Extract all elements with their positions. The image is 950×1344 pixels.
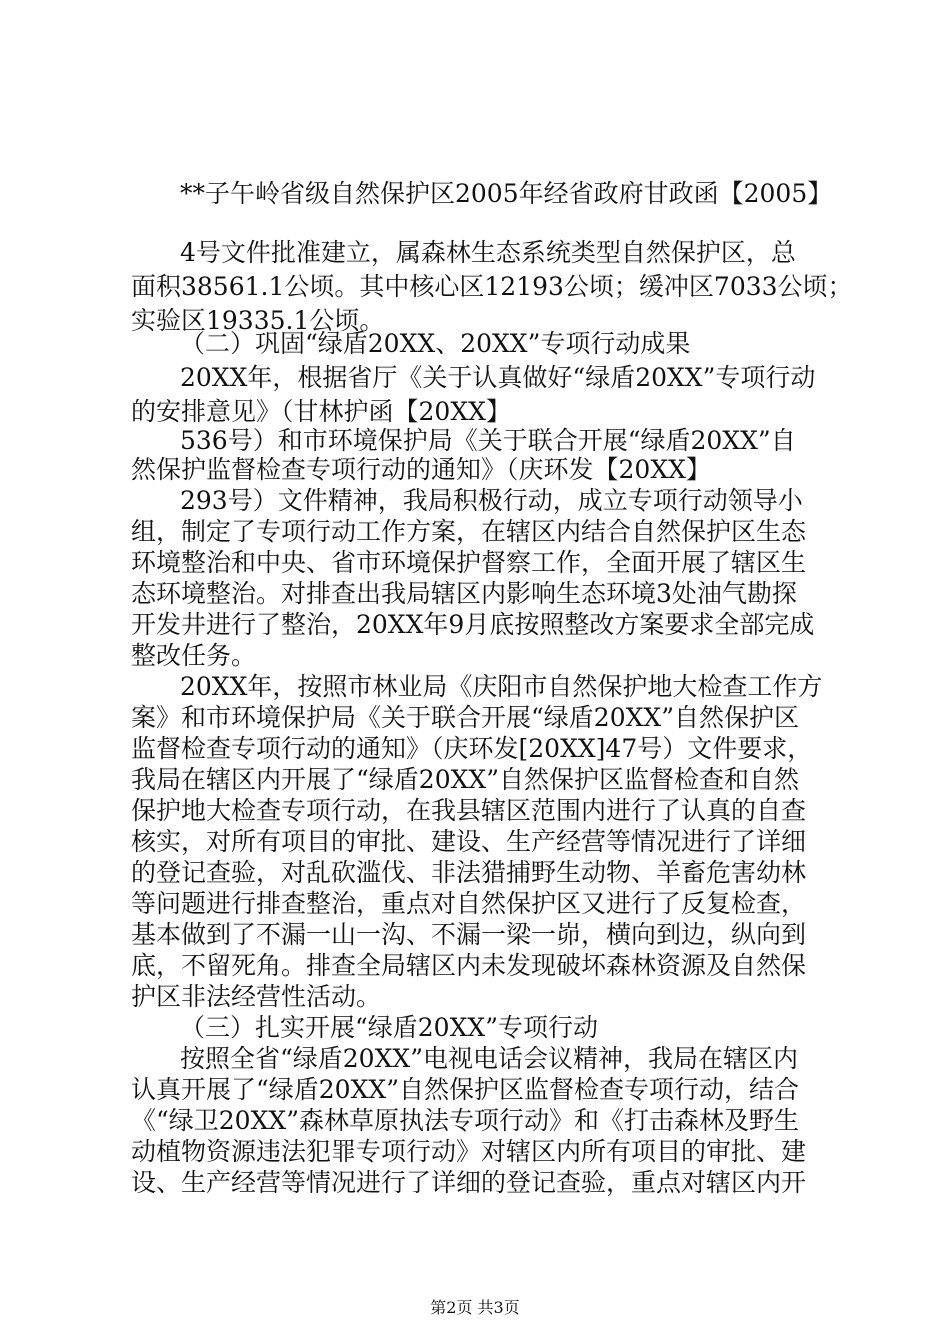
text-line: 保护地大检查专项行动，在我县辖区范围内进行了认真的自查 bbox=[131, 796, 807, 825]
section-heading: （三）扎实开展“绿盾20XX”专项行动 bbox=[180, 1013, 598, 1042]
section-heading: （二）巩固“绿盾20XX、20XX”专项行动成果 bbox=[180, 329, 691, 358]
text-line: 536号）和市环境保护局《关于联合开展“绿盾20XX”自 bbox=[180, 426, 796, 455]
text-line: 我局在辖区内开展了“绿盾20XX”自然保护区监督检查和自然 bbox=[131, 765, 799, 794]
text-line: 认真开展了“绿盾20XX”自然保护区监督检查专项行动，结合 bbox=[131, 1075, 799, 1104]
text-line: 然保护监督检查专项行动的通知》（庆环发【20XX】 bbox=[131, 455, 711, 484]
text-line: 环境整治和中央、省市环境保护督察工作，全面开展了辖区生 bbox=[131, 548, 807, 577]
text-line: 动植物资源违法犯罪专项行动》对辖区内所有项目的审批、建 bbox=[131, 1137, 807, 1166]
text-line: 底，不留死角。排查全局辖区内未发现破坏森林资源及自然保 bbox=[131, 951, 807, 980]
text-line: 整改任务。 bbox=[131, 641, 257, 670]
text-line: 设、生产经营等情况进行了详细的登记查验，重点对辖区内开 bbox=[131, 1168, 807, 1197]
text-line: 案》和市环境保护局《关于联合开展“绿盾20XX”自然保护区 bbox=[131, 703, 799, 732]
page-number-footer: 第2页 共3页 bbox=[430, 1298, 520, 1317]
text-line: 核实，对所有项目的审批、建设、生产经营等情况进行了详细 bbox=[131, 827, 807, 856]
text-line: 组，制定了专项行动工作方案，在辖区内结合自然保护区生态 bbox=[131, 517, 807, 546]
text-line: 态环境整治。对排查出我局辖区内影响生态环境3处油气勘探 bbox=[131, 579, 797, 608]
text-line: 实验区19335.1公顷。 bbox=[131, 306, 385, 335]
text-line: 按照全省“绿盾20XX”电视电话会议精神，我局在辖区内 bbox=[180, 1044, 798, 1073]
title-line: **子午岭省级自然保护区2005年经省政府甘政函【2005】 bbox=[180, 179, 833, 208]
text-line: 《“绿卫20XX”森林草原执法专项行动》和《打击森林及野生 bbox=[131, 1106, 799, 1135]
text-line: 基本做到了不漏一山一沟、不漏一梁一峁，横向到边，纵向到 bbox=[131, 920, 807, 949]
text-line: 293号）文件精神，我局积极行动，成立专项行动领导小 bbox=[180, 486, 803, 515]
text-line: 监督检查专项行动的通知》（庆环发[20XX]47号）文件要求， bbox=[131, 734, 813, 763]
text-line: 面积38561.1公顷。其中核心区12193公顷；缓冲区7033公顷； bbox=[131, 272, 853, 301]
text-line: 4号文件批准建立，属森林生态系统类型自然保护区，总 bbox=[180, 238, 796, 267]
text-line: 开发井进行了整治，20XX年9月底按照整改方案要求全部完成 bbox=[131, 610, 815, 639]
text-line: 20XX年，根据省厅《关于认真做好“绿盾20XX”专项行动 bbox=[180, 363, 816, 392]
text-line: 等问题进行排查整治，重点对自然保护区又进行了反复检查， bbox=[131, 889, 807, 918]
text-line: 的安排意见》（甘林护函【20XX】 bbox=[131, 397, 511, 426]
text-line: 护区非法经营性活动。 bbox=[131, 982, 382, 1011]
text-line: 20XX年，按照市林业局《庆阳市自然保护地大检查工作方 bbox=[180, 672, 823, 701]
text-line: 的登记查验，对乱砍滥伐、非法猎捕野生动物、羊畜危害幼林 bbox=[131, 858, 807, 887]
